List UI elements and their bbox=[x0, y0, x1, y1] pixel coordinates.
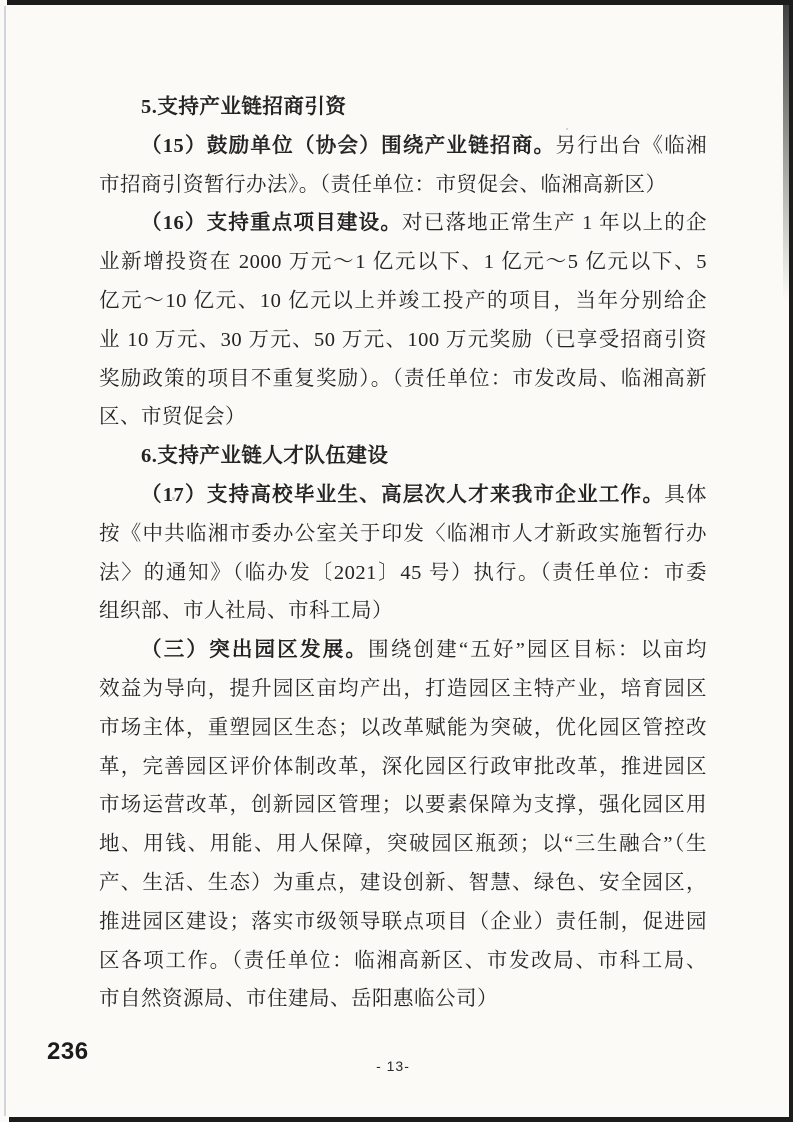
book-page-number: 236 bbox=[47, 1038, 89, 1065]
text-line bbox=[99, 864, 707, 903]
text-line bbox=[99, 786, 707, 825]
text-segment: 围绕创建“五好”园区目标：以亩均 bbox=[368, 639, 707, 662]
text-segment: 具体 bbox=[664, 483, 707, 506]
text-line bbox=[99, 592, 707, 631]
text-line bbox=[99, 437, 707, 476]
text-line bbox=[99, 360, 707, 399]
text-segment: 区各项工作。（责任单位：临湘高新区、市发改局、市科工局、 bbox=[99, 949, 707, 972]
text-line bbox=[99, 980, 707, 1019]
bold-text-segment: （三）突出园区发展。 bbox=[141, 639, 369, 662]
document-page-number: - 13- bbox=[376, 1058, 410, 1074]
scan-edge-bottom bbox=[9, 1117, 793, 1122]
text-line bbox=[99, 554, 707, 593]
text-line bbox=[99, 476, 707, 515]
scan-edge-top bbox=[7, 0, 793, 5]
text-segment: 市自然资源局、市住建局、岳阳惠临公司） bbox=[99, 988, 498, 1011]
text-segment: 业新增投资在 2000 万元～1 亿元以下、1 亿元～5 亿元以下、5 bbox=[99, 251, 707, 274]
text-line bbox=[99, 825, 707, 864]
text-line bbox=[99, 942, 707, 981]
bold-text-segment: 5.支持产业链招商引资 bbox=[141, 96, 347, 118]
text-line bbox=[99, 127, 707, 166]
text-line bbox=[99, 515, 707, 554]
text-line bbox=[99, 670, 707, 709]
text-segment: 革，完善园区评价体制改革，深化园区行政审批改革，推进园区 bbox=[99, 755, 707, 778]
bold-text-segment: 6.支持产业链人才队伍建设 bbox=[141, 445, 389, 468]
scan-edge-right-wedge bbox=[783, 0, 790, 300]
bold-text-segment: （16）支持重点项目建设。 bbox=[141, 212, 403, 235]
text-line bbox=[99, 204, 707, 243]
text-segment: 地、用钱、用能、用人保障，突破园区瓶颈；以“三生融合”（生 bbox=[99, 833, 707, 856]
text-line bbox=[99, 166, 707, 205]
bold-text-segment: （17）支持高校毕业生、高层次人才来我市企业工作。 bbox=[141, 483, 665, 506]
text-line bbox=[99, 282, 707, 321]
text-segment: 奖励政策的项目不重复奖励）。（责任单位：市发改局、临湘高新 bbox=[99, 367, 707, 390]
text-line bbox=[99, 748, 707, 787]
text-segment: 效益为导向，提升园区亩均产出，打造园区主特产业，培育园区 bbox=[99, 677, 707, 700]
text-segment: 市场主体，重塑园区生态；以改革赋能为突破，优化园区管控改 bbox=[99, 716, 707, 739]
text-line bbox=[99, 709, 707, 748]
text-segment: 对已落地正常生产 1 年以上的企 bbox=[402, 212, 707, 235]
text-line bbox=[99, 398, 707, 437]
document-body bbox=[99, 88, 707, 1019]
scan-edge-left-line bbox=[4, 6, 6, 1116]
text-line bbox=[99, 321, 707, 360]
text-segment: 业 10 万元、30 万元、50 万元、100 万元奖励（已享受招商引资 bbox=[99, 328, 707, 351]
text-line bbox=[99, 903, 707, 942]
text-line bbox=[99, 631, 707, 670]
text-segment: 市招商引资暂行办法》。（责任单位：市贸促会、临湘高新区） bbox=[99, 173, 667, 196]
text-segment: 亿元～10 亿元、10 亿元以上并竣工投产的项目，当年分别给企 bbox=[99, 289, 707, 312]
bold-text-segment: （15）鼓励单位（协会）围绕产业链招商。 bbox=[141, 134, 556, 157]
text-segment: 产、生活、生态）为重点，建设创新、智慧、绿色、安全园区， bbox=[99, 871, 707, 894]
text-segment: 另行出台《临湘 bbox=[555, 134, 707, 157]
text-segment: 按《中共临湘市委办公室关于印发〈临湘市人才新政实施暂行办 bbox=[99, 522, 707, 545]
text-segment: 市场运营改革，创新园区管理；以要素保障为支撑，强化园区用 bbox=[99, 794, 707, 817]
text-line bbox=[99, 243, 707, 282]
text-segment: 区、市贸促会） bbox=[99, 406, 246, 429]
text-line bbox=[99, 88, 707, 127]
text-segment: 推进园区建设；落实市级领导联点项目（企业）责任制，促进园 bbox=[99, 910, 707, 933]
text-segment: 组织部、市人社局、市科工局） bbox=[99, 600, 393, 623]
text-segment: 法〉的通知》（临办发〔2021〕45 号）执行。（责任单位：市委 bbox=[99, 561, 707, 584]
